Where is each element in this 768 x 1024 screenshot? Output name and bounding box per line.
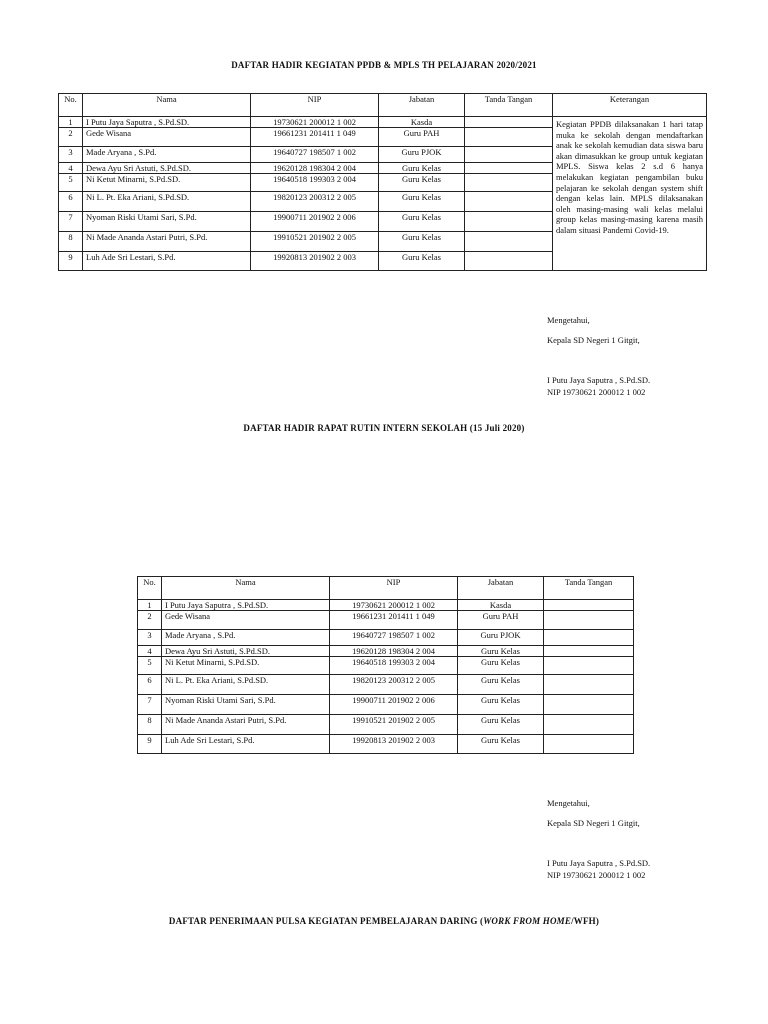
header-jabatan: Jabatan <box>458 577 544 600</box>
cell-jabatan: Guru Kelas <box>379 252 465 271</box>
sign-nip: NIP 19730621 200012 1 002 <box>547 387 646 397</box>
cell-nip: 19620128 198304 2 004 <box>330 646 458 657</box>
cell-nama: Dewa Ayu Sri Astuti, S.Pd.SD. <box>83 163 251 174</box>
cell-nip: 19640518 199303 2 004 <box>330 657 458 675</box>
cell-nip: 19820123 200312 2 005 <box>330 675 458 695</box>
cell-tanda-tangan <box>544 657 634 675</box>
header-no: No. <box>138 577 162 600</box>
cell-no: 9 <box>59 252 83 271</box>
cell-tanda-tangan <box>544 630 634 646</box>
cell-tanda-tangan <box>465 212 553 232</box>
header-tanda-tangan: Tanda Tangan <box>544 577 634 600</box>
header-tanda-tangan: Tanda Tangan <box>465 94 553 117</box>
header-jabatan: Jabatan <box>379 94 465 117</box>
cell-jabatan: Guru PAH <box>379 128 465 147</box>
cell-jabatan: Guru Kelas <box>458 657 544 675</box>
cell-jabatan: Guru Kelas <box>458 735 544 754</box>
title-penerimaan-pulsa <box>0 916 768 926</box>
cell-nama: I Putu Jaya Saputra , S.Pd.SD. <box>83 117 251 128</box>
table-row <box>138 630 634 646</box>
cell-nip: 19640518 199303 2 004 <box>251 174 379 192</box>
cell-no: 1 <box>138 600 162 611</box>
cell-nama: Ni Made Ananda Astari Putri, S.Pd. <box>83 232 251 252</box>
cell-no: 7 <box>59 212 83 232</box>
cell-no: 5 <box>59 174 83 192</box>
cell-jabatan: Guru PJOK <box>458 630 544 646</box>
cell-jabatan: Guru Kelas <box>379 174 465 192</box>
sign-kepala: Kepala SD Negeri 1 Gitgit, <box>547 335 640 345</box>
cell-nip: 19900711 201902 2 006 <box>251 212 379 232</box>
cell-nama: Nyoman Riski Utami Sari, S.Pd. <box>83 212 251 232</box>
cell-jabatan: Guru Kelas <box>379 192 465 212</box>
header-nama: Nama <box>162 577 330 600</box>
table-row <box>59 117 707 128</box>
table-row <box>138 675 634 695</box>
cell-nip: 19661231 201411 1 049 <box>251 128 379 147</box>
cell-nama: Nyoman Riski Utami Sari, S.Pd. <box>162 695 330 715</box>
cell-no: 3 <box>138 630 162 646</box>
cell-keterangan: Kegiatan PPDB dilaksanakan 1 hari tatap muka ke sekolah dengan mendaftarkan anak ke sekolah kemudian data siswa baru akan dimasukkan ke group untuk kegiatan MPLS. Siswa kelas 2 s.d 6 hanya melakukan kegiatan pengambilan buku pelajaran ke sekolah dengan system shift dengan kelas lain. MPLS dilaksanakan oleh masing-masing wali kelas melalui group kelas masing-masing karena masih dalam situasi Pandemi Covid-19. <box>553 117 707 271</box>
cell-nama: Ni Ketut Minarni, S.Pd.SD. <box>162 657 330 675</box>
attendance-table-ppdb <box>58 93 707 271</box>
cell-tanda-tangan <box>544 646 634 657</box>
cell-nip: 19920813 201902 2 003 <box>330 735 458 754</box>
cell-no: 8 <box>59 232 83 252</box>
cell-nip: 19730621 200012 1 002 <box>251 117 379 128</box>
cell-no: 6 <box>138 675 162 695</box>
header-no: No. <box>59 94 83 117</box>
table-row <box>138 695 634 715</box>
cell-nama: Dewa Ayu Sri Astuti, S.Pd.SD. <box>162 646 330 657</box>
cell-nip: 19620128 198304 2 004 <box>251 163 379 174</box>
cell-no: 2 <box>138 611 162 630</box>
sign-name: I Putu Jaya Saputra , S.Pd.SD. <box>547 858 651 868</box>
cell-no: 1 <box>59 117 83 128</box>
cell-nip: 19910521 201902 2 005 <box>251 232 379 252</box>
cell-no: 7 <box>138 695 162 715</box>
cell-jabatan: Guru Kelas <box>458 715 544 735</box>
cell-tanda-tangan <box>465 252 553 271</box>
header-nip: NIP <box>251 94 379 117</box>
title3-text-pre: DAFTAR PENERIMAAN PULSA KEGIATAN PEMBELAJARAN DARING ( <box>168 916 484 926</box>
cell-nama: Ni L. Pt. Eka Ariani, S.Pd.SD. <box>83 192 251 212</box>
cell-jabatan: Kasda <box>458 600 544 611</box>
cell-tanda-tangan <box>544 715 634 735</box>
cell-nama: Ni L. Pt. Eka Ariani, S.Pd.SD. <box>162 675 330 695</box>
cell-nama: Luh Ade Sri Lestari, S.Pd. <box>162 735 330 754</box>
cell-tanda-tangan <box>544 611 634 630</box>
cell-nama: I Putu Jaya Saputra , S.Pd.SD. <box>162 600 330 611</box>
cell-nip: 19661231 201411 1 049 <box>330 611 458 630</box>
cell-jabatan: Guru Kelas <box>458 675 544 695</box>
header-nama: Nama <box>83 94 251 117</box>
cell-jabatan: Guru Kelas <box>379 232 465 252</box>
cell-nama: Made Aryana , S.Pd. <box>162 630 330 646</box>
table-row <box>138 600 634 611</box>
cell-tanda-tangan <box>544 675 634 695</box>
cell-nama: Gede Wisana <box>162 611 330 630</box>
cell-jabatan: Guru Kelas <box>458 695 544 715</box>
cell-no: 6 <box>59 192 83 212</box>
cell-nip: 19640727 198507 1 002 <box>330 630 458 646</box>
cell-nama: Made Aryana , S.Pd. <box>83 147 251 163</box>
cell-nama: Gede Wisana <box>83 128 251 147</box>
table-header-row <box>138 577 634 600</box>
title-attendance-ppdb-mpls: DAFTAR HADIR KEGIATAN PPDB & MPLS TH PELAJARAN 2020/2021 <box>231 60 537 70</box>
cell-nip: 19730621 200012 1 002 <box>330 600 458 611</box>
title-attendance-rapat: DAFTAR HADIR RAPAT RUTIN INTERN SEKOLAH (15 Juli 2020) <box>243 423 525 433</box>
cell-nip: 19820123 200312 2 005 <box>251 192 379 212</box>
cell-no: 3 <box>59 147 83 163</box>
cell-jabatan: Guru Kelas <box>379 212 465 232</box>
table-row <box>138 657 634 675</box>
cell-nip: 19640727 198507 1 002 <box>251 147 379 163</box>
cell-jabatan: Guru Kelas <box>458 646 544 657</box>
sign-nip: NIP 19730621 200012 1 002 <box>547 870 646 880</box>
cell-no: 2 <box>59 128 83 147</box>
table-row <box>138 646 634 657</box>
cell-jabatan: Guru Kelas <box>379 163 465 174</box>
header-nip: NIP <box>330 577 458 600</box>
cell-tanda-tangan <box>544 695 634 715</box>
table-row <box>138 735 634 754</box>
cell-nama: Luh Ade Sri Lestari, S.Pd. <box>83 252 251 271</box>
cell-tanda-tangan <box>465 128 553 147</box>
cell-no: 9 <box>138 735 162 754</box>
cell-nip: 19920813 201902 2 003 <box>251 252 379 271</box>
sign-name: I Putu Jaya Saputra , S.Pd.SD. <box>547 375 651 385</box>
title3-text-post: /WFH) <box>571 916 600 926</box>
cell-nama: Ni Made Ananda Astari Putri, S.Pd. <box>162 715 330 735</box>
sign-mengetahui: Mengetahui, <box>547 315 590 325</box>
header-keterangan: Keterangan <box>553 94 707 117</box>
cell-no: 5 <box>138 657 162 675</box>
cell-jabatan: Guru PJOK <box>379 147 465 163</box>
cell-tanda-tangan <box>465 147 553 163</box>
table-row <box>138 611 634 630</box>
title3-text-em: WORK FROM HOME <box>483 916 572 926</box>
cell-jabatan: Guru PAH <box>458 611 544 630</box>
cell-no: 4 <box>138 646 162 657</box>
signature-block-2 <box>547 797 650 881</box>
cell-tanda-tangan <box>465 174 553 192</box>
table-header-row <box>59 94 707 117</box>
cell-tanda-tangan <box>465 163 553 174</box>
cell-nip: 19900711 201902 2 006 <box>330 695 458 715</box>
cell-tanda-tangan <box>465 117 553 128</box>
cell-nip: 19910521 201902 2 005 <box>330 715 458 735</box>
table-row <box>138 715 634 735</box>
sign-mengetahui: Mengetahui, <box>547 798 590 808</box>
cell-nama: Ni Ketut Minarni, S.Pd.SD. <box>83 174 251 192</box>
cell-no: 4 <box>59 163 83 174</box>
cell-tanda-tangan <box>544 600 634 611</box>
signature-block-1 <box>547 314 650 398</box>
cell-no: 8 <box>138 715 162 735</box>
cell-jabatan: Kasda <box>379 117 465 128</box>
sign-kepala: Kepala SD Negeri 1 Gitgit, <box>547 818 640 828</box>
attendance-table-rapat <box>137 576 634 754</box>
cell-tanda-tangan <box>544 735 634 754</box>
cell-tanda-tangan <box>465 232 553 252</box>
cell-tanda-tangan <box>465 192 553 212</box>
